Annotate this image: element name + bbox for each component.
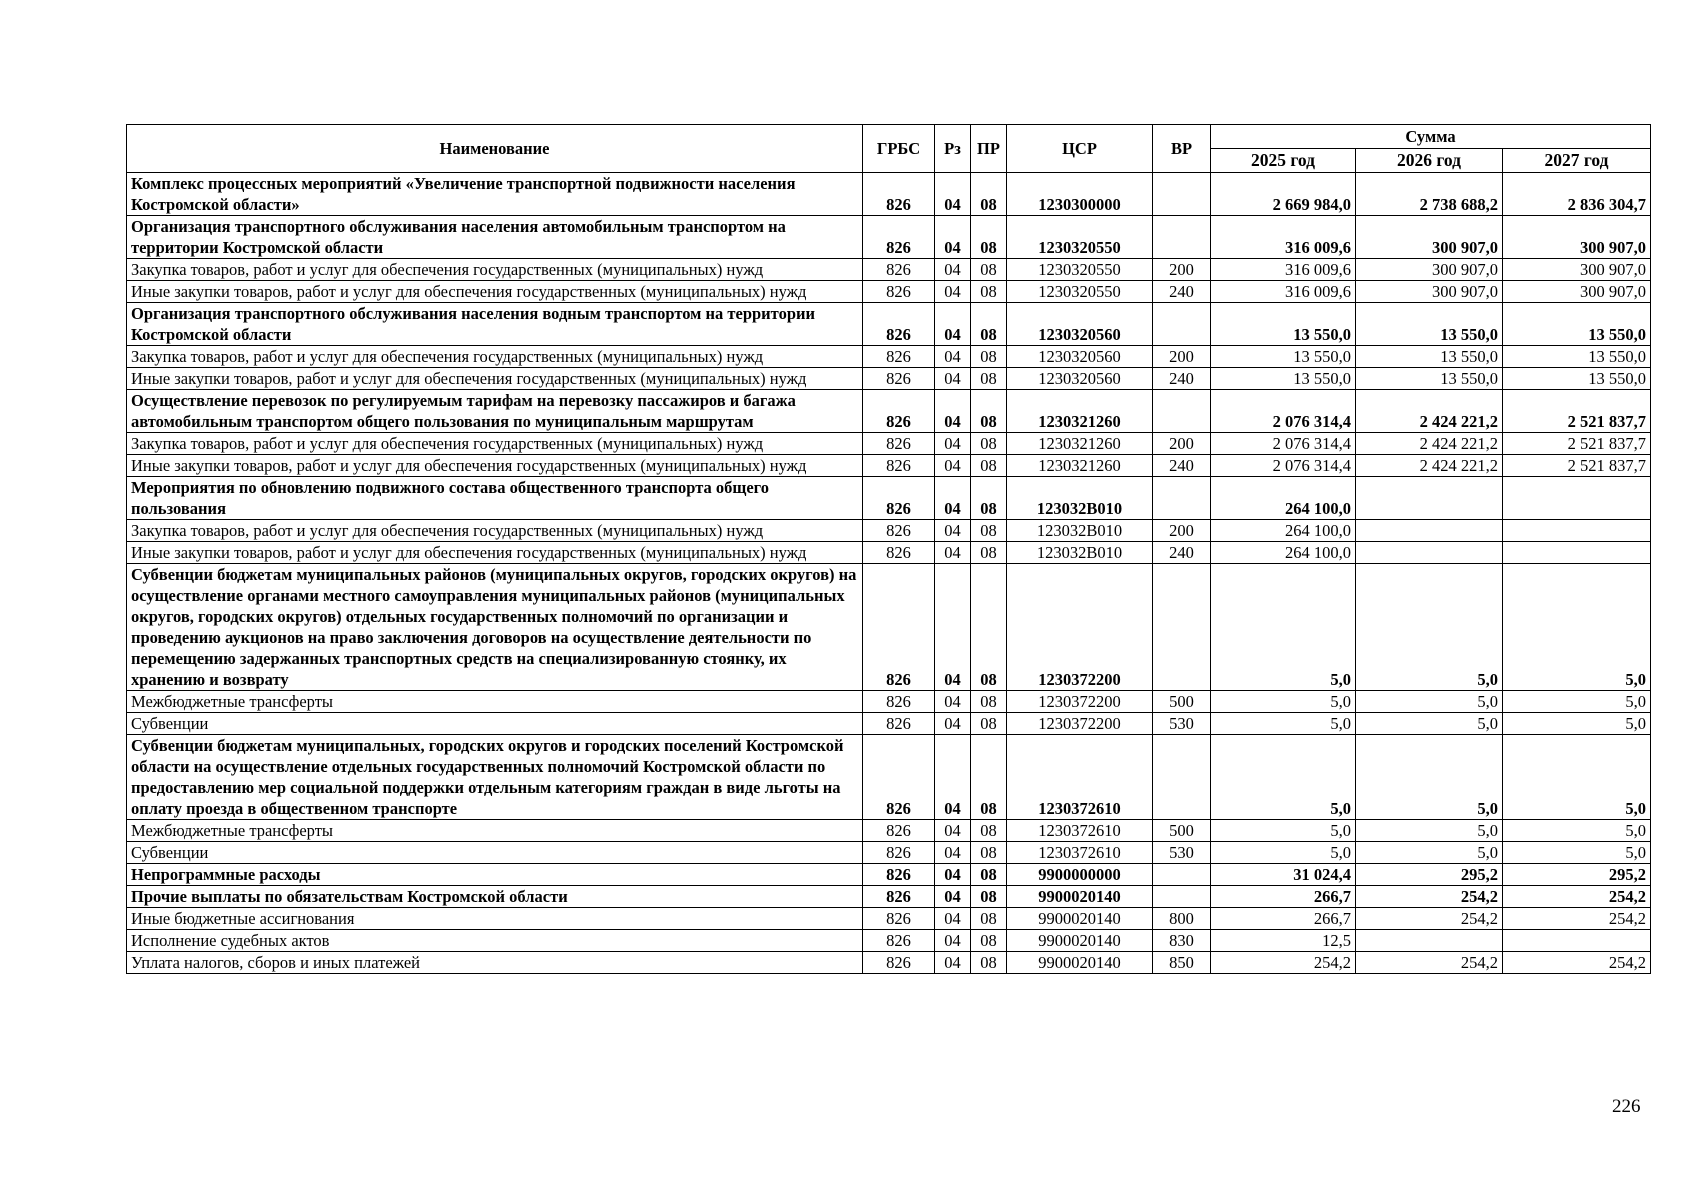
cell-name: Закупка товаров, работ и услуг для обеспечения государственных (муниципальных) нужд bbox=[127, 259, 863, 281]
cell-rz: 04 bbox=[935, 713, 971, 735]
cell-2027: 254,2 bbox=[1503, 886, 1651, 908]
cell-2025: 316 009,6 bbox=[1211, 216, 1356, 259]
cell-rz: 04 bbox=[935, 259, 971, 281]
cell-2026: 13 550,0 bbox=[1356, 303, 1503, 346]
column-header-2025: 2025 год bbox=[1211, 149, 1356, 173]
cell-csr: 1230372610 bbox=[1007, 842, 1153, 864]
cell-grbs: 826 bbox=[863, 455, 935, 477]
cell-vr bbox=[1153, 564, 1211, 691]
cell-grbs: 826 bbox=[863, 173, 935, 216]
cell-grbs: 826 bbox=[863, 477, 935, 520]
cell-csr: 1230372610 bbox=[1007, 735, 1153, 820]
cell-2027: 254,2 bbox=[1503, 952, 1651, 974]
cell-rz: 04 bbox=[935, 908, 971, 930]
cell-name: Иные закупки товаров, работ и услуг для обеспечения государственных (муниципальных) нужд bbox=[127, 281, 863, 303]
cell-pr: 08 bbox=[971, 368, 1007, 390]
table-row bbox=[127, 390, 1651, 433]
cell-2025: 13 550,0 bbox=[1211, 303, 1356, 346]
cell-rz: 04 bbox=[935, 216, 971, 259]
cell-2025: 5,0 bbox=[1211, 713, 1356, 735]
cell-vr: 240 bbox=[1153, 455, 1211, 477]
cell-name: Исполнение судебных актов bbox=[127, 930, 863, 952]
cell-2027 bbox=[1503, 930, 1651, 952]
cell-2026: 2 424 221,2 bbox=[1356, 390, 1503, 433]
cell-rz: 04 bbox=[935, 564, 971, 691]
cell-csr: 9900000000 bbox=[1007, 864, 1153, 886]
table-row bbox=[127, 713, 1651, 735]
table-row bbox=[127, 886, 1651, 908]
cell-grbs: 826 bbox=[863, 564, 935, 691]
cell-2026 bbox=[1356, 477, 1503, 520]
cell-name: Мероприятия по обновлению подвижного состава общественного транспорта общего пользования bbox=[127, 477, 863, 520]
cell-2025: 316 009,6 bbox=[1211, 281, 1356, 303]
cell-rz: 04 bbox=[935, 930, 971, 952]
cell-csr: 123032В010 bbox=[1007, 542, 1153, 564]
cell-csr: 1230321260 bbox=[1007, 433, 1153, 455]
cell-rz: 04 bbox=[935, 281, 971, 303]
cell-pr: 08 bbox=[971, 542, 1007, 564]
cell-vr: 200 bbox=[1153, 520, 1211, 542]
cell-2027: 2 836 304,7 bbox=[1503, 173, 1651, 216]
cell-vr: 530 bbox=[1153, 713, 1211, 735]
cell-pr: 08 bbox=[971, 842, 1007, 864]
cell-2027: 2 521 837,7 bbox=[1503, 390, 1651, 433]
cell-name: Межбюджетные трансферты bbox=[127, 691, 863, 713]
cell-name: Межбюджетные трансферты bbox=[127, 820, 863, 842]
cell-csr: 1230372200 bbox=[1007, 713, 1153, 735]
cell-2025: 12,5 bbox=[1211, 930, 1356, 952]
cell-2026: 300 907,0 bbox=[1356, 281, 1503, 303]
cell-2027: 5,0 bbox=[1503, 735, 1651, 820]
cell-name: Субвенции bbox=[127, 713, 863, 735]
cell-2027: 254,2 bbox=[1503, 908, 1651, 930]
cell-vr bbox=[1153, 864, 1211, 886]
cell-csr: 123032В010 bbox=[1007, 520, 1153, 542]
cell-2026: 2 424 221,2 bbox=[1356, 455, 1503, 477]
cell-csr: 1230321260 bbox=[1007, 390, 1153, 433]
cell-rz: 04 bbox=[935, 820, 971, 842]
table-row bbox=[127, 303, 1651, 346]
cell-name: Комплекс процессных мероприятий «Увеличение транспортной подвижности населения Костромской области» bbox=[127, 173, 863, 216]
cell-name: Иные закупки товаров, работ и услуг для обеспечения государственных (муниципальных) нужд bbox=[127, 368, 863, 390]
cell-2025: 264 100,0 bbox=[1211, 542, 1356, 564]
cell-name: Организация транспортного обслуживания населения автомобильным транспортом на территории Костромской области bbox=[127, 216, 863, 259]
cell-vr: 240 bbox=[1153, 542, 1211, 564]
cell-pr: 08 bbox=[971, 281, 1007, 303]
cell-csr: 9900020140 bbox=[1007, 886, 1153, 908]
cell-2027: 13 550,0 bbox=[1503, 303, 1651, 346]
cell-2027: 5,0 bbox=[1503, 564, 1651, 691]
cell-2026: 2 738 688,2 bbox=[1356, 173, 1503, 216]
cell-rz: 04 bbox=[935, 691, 971, 713]
cell-name: Закупка товаров, работ и услуг для обеспечения государственных (муниципальных) нужд bbox=[127, 433, 863, 455]
cell-pr: 08 bbox=[971, 820, 1007, 842]
cell-name: Организация транспортного обслуживания населения водным транспортом на территории Костромской области bbox=[127, 303, 863, 346]
cell-grbs: 826 bbox=[863, 433, 935, 455]
cell-2026: 2 424 221,2 bbox=[1356, 433, 1503, 455]
cell-pr: 08 bbox=[971, 886, 1007, 908]
table-row bbox=[127, 564, 1651, 691]
cell-rz: 04 bbox=[935, 368, 971, 390]
table-row bbox=[127, 368, 1651, 390]
column-header-rz: Рз bbox=[935, 125, 971, 173]
column-header-name: Наименование bbox=[127, 125, 863, 173]
cell-2026: 5,0 bbox=[1356, 842, 1503, 864]
table-row bbox=[127, 930, 1651, 952]
cell-vr: 200 bbox=[1153, 433, 1211, 455]
table-row bbox=[127, 281, 1651, 303]
cell-2025: 13 550,0 bbox=[1211, 368, 1356, 390]
cell-2025: 5,0 bbox=[1211, 735, 1356, 820]
cell-name: Иные закупки товаров, работ и услуг для обеспечения государственных (муниципальных) нужд bbox=[127, 455, 863, 477]
cell-pr: 08 bbox=[971, 930, 1007, 952]
cell-pr: 08 bbox=[971, 216, 1007, 259]
cell-vr bbox=[1153, 390, 1211, 433]
cell-grbs: 826 bbox=[863, 735, 935, 820]
cell-vr bbox=[1153, 886, 1211, 908]
table-row bbox=[127, 842, 1651, 864]
cell-name: Закупка товаров, работ и услуг для обеспечения государственных (муниципальных) нужд bbox=[127, 346, 863, 368]
cell-2026: 5,0 bbox=[1356, 691, 1503, 713]
table-row bbox=[127, 455, 1651, 477]
cell-vr bbox=[1153, 216, 1211, 259]
column-header-vr: ВР bbox=[1153, 125, 1211, 173]
cell-2027: 300 907,0 bbox=[1503, 281, 1651, 303]
table-row bbox=[127, 216, 1651, 259]
cell-name: Закупка товаров, работ и услуг для обеспечения государственных (муниципальных) нужд bbox=[127, 520, 863, 542]
cell-pr: 08 bbox=[971, 908, 1007, 930]
cell-csr: 123032В010 bbox=[1007, 477, 1153, 520]
cell-2027: 5,0 bbox=[1503, 691, 1651, 713]
cell-2025: 264 100,0 bbox=[1211, 477, 1356, 520]
cell-rz: 04 bbox=[935, 542, 971, 564]
cell-vr: 200 bbox=[1153, 259, 1211, 281]
cell-2025: 5,0 bbox=[1211, 820, 1356, 842]
cell-rz: 04 bbox=[935, 303, 971, 346]
cell-pr: 08 bbox=[971, 952, 1007, 974]
cell-2027: 295,2 bbox=[1503, 864, 1651, 886]
cell-2026 bbox=[1356, 542, 1503, 564]
cell-grbs: 826 bbox=[863, 908, 935, 930]
column-header-csr: ЦСР bbox=[1007, 125, 1153, 173]
cell-rz: 04 bbox=[935, 173, 971, 216]
cell-vr: 800 bbox=[1153, 908, 1211, 930]
cell-vr: 830 bbox=[1153, 930, 1211, 952]
cell-pr: 08 bbox=[971, 346, 1007, 368]
cell-vr bbox=[1153, 173, 1211, 216]
cell-2026: 254,2 bbox=[1356, 952, 1503, 974]
cell-2027: 300 907,0 bbox=[1503, 259, 1651, 281]
cell-rz: 04 bbox=[935, 477, 971, 520]
cell-2026: 5,0 bbox=[1356, 564, 1503, 691]
cell-grbs: 826 bbox=[863, 886, 935, 908]
cell-2025: 316 009,6 bbox=[1211, 259, 1356, 281]
cell-2025: 266,7 bbox=[1211, 886, 1356, 908]
cell-pr: 08 bbox=[971, 713, 1007, 735]
table-row bbox=[127, 542, 1651, 564]
cell-csr: 1230320560 bbox=[1007, 368, 1153, 390]
cell-grbs: 826 bbox=[863, 864, 935, 886]
cell-2026: 300 907,0 bbox=[1356, 259, 1503, 281]
table-row bbox=[127, 864, 1651, 886]
cell-csr: 1230320560 bbox=[1007, 303, 1153, 346]
cell-grbs: 826 bbox=[863, 820, 935, 842]
cell-csr: 1230372200 bbox=[1007, 564, 1153, 691]
cell-2026: 254,2 bbox=[1356, 908, 1503, 930]
cell-2025: 254,2 bbox=[1211, 952, 1356, 974]
cell-2027 bbox=[1503, 542, 1651, 564]
cell-grbs: 826 bbox=[863, 259, 935, 281]
cell-2025: 31 024,4 bbox=[1211, 864, 1356, 886]
cell-grbs: 826 bbox=[863, 520, 935, 542]
cell-grbs: 826 bbox=[863, 542, 935, 564]
page-number: 226 bbox=[1612, 1096, 1641, 1117]
cell-pr: 08 bbox=[971, 477, 1007, 520]
table-row bbox=[127, 908, 1651, 930]
table-row bbox=[127, 735, 1651, 820]
cell-vr bbox=[1153, 735, 1211, 820]
cell-2026: 295,2 bbox=[1356, 864, 1503, 886]
cell-grbs: 826 bbox=[863, 368, 935, 390]
cell-2026: 300 907,0 bbox=[1356, 216, 1503, 259]
cell-rz: 04 bbox=[935, 455, 971, 477]
cell-csr: 1230321260 bbox=[1007, 455, 1153, 477]
cell-pr: 08 bbox=[971, 691, 1007, 713]
cell-2026 bbox=[1356, 930, 1503, 952]
cell-rz: 04 bbox=[935, 842, 971, 864]
cell-grbs: 826 bbox=[863, 842, 935, 864]
cell-grbs: 826 bbox=[863, 930, 935, 952]
table-row bbox=[127, 346, 1651, 368]
cell-2025: 264 100,0 bbox=[1211, 520, 1356, 542]
cell-rz: 04 bbox=[935, 520, 971, 542]
budget-sheet bbox=[126, 124, 1651, 974]
table-row bbox=[127, 259, 1651, 281]
cell-rz: 04 bbox=[935, 886, 971, 908]
cell-name: Осуществление перевозок по регулируемым тарифам на перевозку пассажиров и багажа автомобильным транспортом общего пользования по муниципальным маршрутам bbox=[127, 390, 863, 433]
cell-csr: 1230320550 bbox=[1007, 259, 1153, 281]
table-body bbox=[127, 173, 1651, 974]
cell-name: Субвенции bbox=[127, 842, 863, 864]
cell-name: Прочие выплаты по обязательствам Костромской области bbox=[127, 886, 863, 908]
column-header-sum: Сумма bbox=[1211, 125, 1651, 149]
table-row bbox=[127, 433, 1651, 455]
cell-vr bbox=[1153, 477, 1211, 520]
cell-csr: 1230320550 bbox=[1007, 216, 1153, 259]
table-row bbox=[127, 477, 1651, 520]
cell-2027 bbox=[1503, 520, 1651, 542]
table-row bbox=[127, 691, 1651, 713]
cell-2027: 13 550,0 bbox=[1503, 368, 1651, 390]
cell-name: Субвенции бюджетам муниципальных, городских округов и городских поселений Костромской области на осуществление отдельных государственных полномочий Костромской области по предоставлению мер социальной поддержки отдельным категориям граждан в виде льготы на оплату проезда в общественном транспорте bbox=[127, 735, 863, 820]
cell-2025: 2 076 314,4 bbox=[1211, 390, 1356, 433]
cell-2026: 5,0 bbox=[1356, 820, 1503, 842]
cell-vr bbox=[1153, 303, 1211, 346]
cell-vr: 500 bbox=[1153, 820, 1211, 842]
cell-rz: 04 bbox=[935, 864, 971, 886]
cell-rz: 04 bbox=[935, 346, 971, 368]
cell-pr: 08 bbox=[971, 735, 1007, 820]
cell-2025: 2 669 984,0 bbox=[1211, 173, 1356, 216]
cell-pr: 08 bbox=[971, 520, 1007, 542]
budget-table bbox=[126, 124, 1651, 974]
column-header-2027: 2027 год bbox=[1503, 149, 1651, 173]
cell-pr: 08 bbox=[971, 433, 1007, 455]
cell-grbs: 826 bbox=[863, 713, 935, 735]
cell-grbs: 826 bbox=[863, 691, 935, 713]
cell-rz: 04 bbox=[935, 735, 971, 820]
cell-csr: 1230320550 bbox=[1007, 281, 1153, 303]
column-header-grbs: ГРБС bbox=[863, 125, 935, 173]
cell-2026: 254,2 bbox=[1356, 886, 1503, 908]
cell-2027: 5,0 bbox=[1503, 820, 1651, 842]
cell-2025: 2 076 314,4 bbox=[1211, 433, 1356, 455]
cell-rz: 04 bbox=[935, 390, 971, 433]
cell-pr: 08 bbox=[971, 864, 1007, 886]
cell-grbs: 826 bbox=[863, 390, 935, 433]
cell-2027: 2 521 837,7 bbox=[1503, 433, 1651, 455]
cell-2025: 5,0 bbox=[1211, 842, 1356, 864]
cell-csr: 1230320560 bbox=[1007, 346, 1153, 368]
cell-2025: 5,0 bbox=[1211, 691, 1356, 713]
cell-2027: 2 521 837,7 bbox=[1503, 455, 1651, 477]
cell-name: Уплата налогов, сборов и иных платежей bbox=[127, 952, 863, 974]
cell-csr: 1230372200 bbox=[1007, 691, 1153, 713]
cell-csr: 9900020140 bbox=[1007, 930, 1153, 952]
cell-2025: 5,0 bbox=[1211, 564, 1356, 691]
cell-rz: 04 bbox=[935, 952, 971, 974]
cell-csr: 1230300000 bbox=[1007, 173, 1153, 216]
cell-2027: 5,0 bbox=[1503, 842, 1651, 864]
column-header-pr: ПР bbox=[971, 125, 1007, 173]
cell-vr: 530 bbox=[1153, 842, 1211, 864]
cell-csr: 9900020140 bbox=[1007, 952, 1153, 974]
cell-pr: 08 bbox=[971, 455, 1007, 477]
cell-vr: 500 bbox=[1153, 691, 1211, 713]
cell-vr: 850 bbox=[1153, 952, 1211, 974]
table-row bbox=[127, 520, 1651, 542]
cell-2026: 5,0 bbox=[1356, 713, 1503, 735]
cell-2027: 5,0 bbox=[1503, 713, 1651, 735]
cell-pr: 08 bbox=[971, 564, 1007, 691]
cell-grbs: 826 bbox=[863, 952, 935, 974]
cell-2026: 13 550,0 bbox=[1356, 346, 1503, 368]
cell-2026 bbox=[1356, 520, 1503, 542]
cell-2027: 13 550,0 bbox=[1503, 346, 1651, 368]
table-row bbox=[127, 952, 1651, 974]
cell-vr: 200 bbox=[1153, 346, 1211, 368]
cell-pr: 08 bbox=[971, 259, 1007, 281]
cell-grbs: 826 bbox=[863, 216, 935, 259]
cell-2026: 13 550,0 bbox=[1356, 368, 1503, 390]
cell-2025: 266,7 bbox=[1211, 908, 1356, 930]
table-row bbox=[127, 173, 1651, 216]
cell-pr: 08 bbox=[971, 303, 1007, 346]
header-row bbox=[127, 125, 1651, 149]
cell-name: Иные закупки товаров, работ и услуг для обеспечения государственных (муниципальных) нужд bbox=[127, 542, 863, 564]
cell-pr: 08 bbox=[971, 173, 1007, 216]
cell-2027: 300 907,0 bbox=[1503, 216, 1651, 259]
cell-csr: 1230372610 bbox=[1007, 820, 1153, 842]
cell-vr: 240 bbox=[1153, 281, 1211, 303]
cell-pr: 08 bbox=[971, 390, 1007, 433]
cell-2025: 2 076 314,4 bbox=[1211, 455, 1356, 477]
cell-csr: 9900020140 bbox=[1007, 908, 1153, 930]
cell-name: Иные бюджетные ассигнования bbox=[127, 908, 863, 930]
cell-2026: 5,0 bbox=[1356, 735, 1503, 820]
table-row bbox=[127, 820, 1651, 842]
cell-grbs: 826 bbox=[863, 346, 935, 368]
cell-name: Субвенции бюджетам муниципальных районов (муниципальных округов, городских округов) на осуществление органами местного самоуправления муниципальных районов (муниципальных округов, городских округов) отдельных государственных полномочий по организации и проведению аукционов на право заключения договоров на осуществление деятельности по перемещению задержанных транспортных средств на специализированную стоянку, их хранению и возврату bbox=[127, 564, 863, 691]
cell-2027 bbox=[1503, 477, 1651, 520]
cell-grbs: 826 bbox=[863, 303, 935, 346]
cell-rz: 04 bbox=[935, 433, 971, 455]
cell-2025: 13 550,0 bbox=[1211, 346, 1356, 368]
cell-vr: 240 bbox=[1153, 368, 1211, 390]
column-header-2026: 2026 год bbox=[1356, 149, 1503, 173]
cell-name: Непрограммные расходы bbox=[127, 864, 863, 886]
cell-grbs: 826 bbox=[863, 281, 935, 303]
